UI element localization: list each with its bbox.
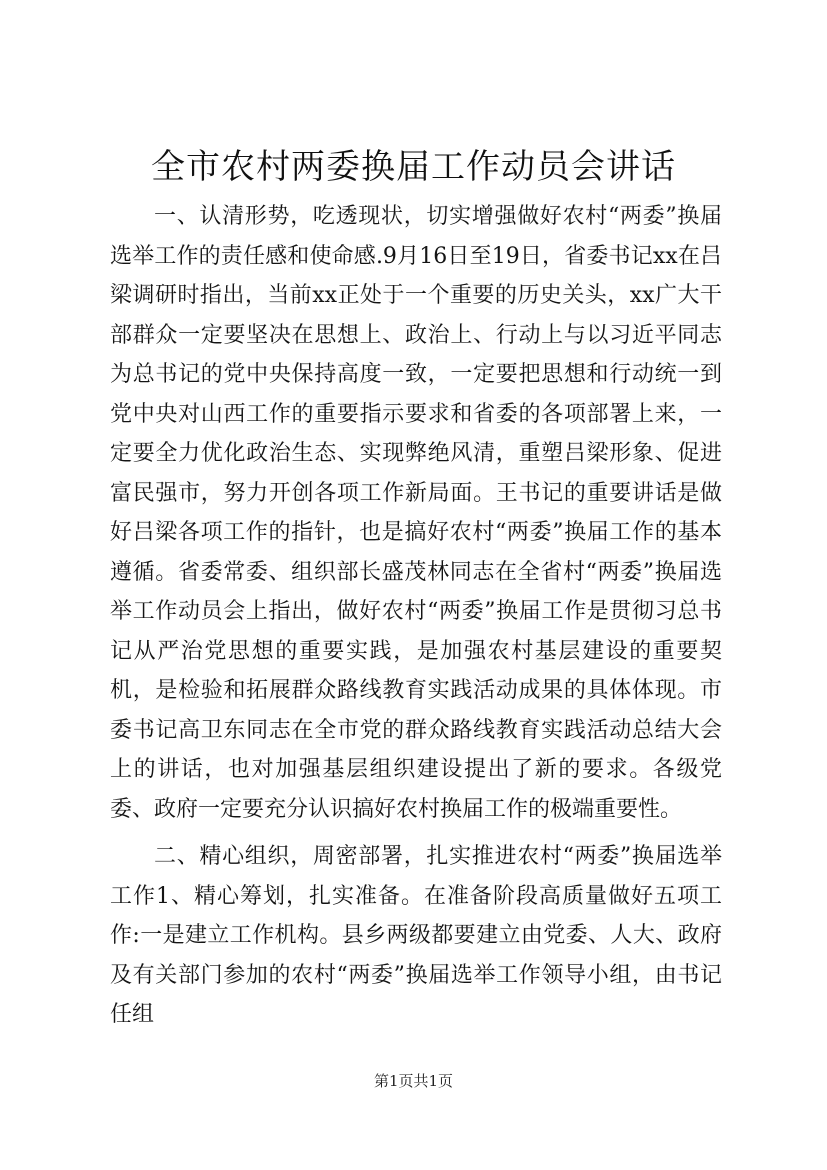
paragraph-1: 一、认清形势，吃透现状，切实增强做好农村“两委”换届选举工作的责任感和使命感.9月16日至19日，省委书记xx在吕梁调研时指出，当前xx正处于一个重要的历史关头，xx广大干部群众一定要坚决在思想上、政治上、行动上与以习近平同志为总书记的党中央保持高度一致，一定要把思想和行动统一到党中央对山西工作的重要指示要求和省委的各项部署上来，一定要全力优化政治生态、实现弊绝风清，重塑吕梁形象、促进富民强市，努力开创各项工作新局面。王书记的重要讲话是做好吕梁各项工作的指针，也是搞好农村“两委”换届工作的基本遵循。省委常委、组织部长盛茂林同志在全省村“两委”换届选举工作动员会上指出，做好农村“两委”换届工作是贯彻习总书记从严治党思想的重要实践，是加强农村基层建设的重要契机，是检验和拓展群众路线教育实践活动成果的具体体现。市委书记高卫东同志在全市党的群众路线教育实践活动总结大会上的讲话，也对加强基层组织建设提出了新的要求。各级党委、政府一定要充分认识搞好农村换届工作的极端重要性。 <box>110 204 722 822</box>
page-number: 第1页 <box>373 1072 414 1090</box>
document-body <box>110 197 722 1035</box>
document-title: 全市农村两委换届工作动员会讲话 <box>151 147 676 187</box>
page-footer <box>0 1071 827 1091</box>
page-total: 共1页 <box>413 1072 454 1090</box>
paragraph-2: 二、精心组织，周密部署，扎实推进农村“两委”换届选举工作1、精心筹划，扎实准备。在准备阶段高质量做好五项工作:一是建立工作机构。县乡两级都要建立由党委、人大、政府及有关部门参加的农村“两委”换届选举工作领导小组，由书记任组 <box>110 844 722 1027</box>
